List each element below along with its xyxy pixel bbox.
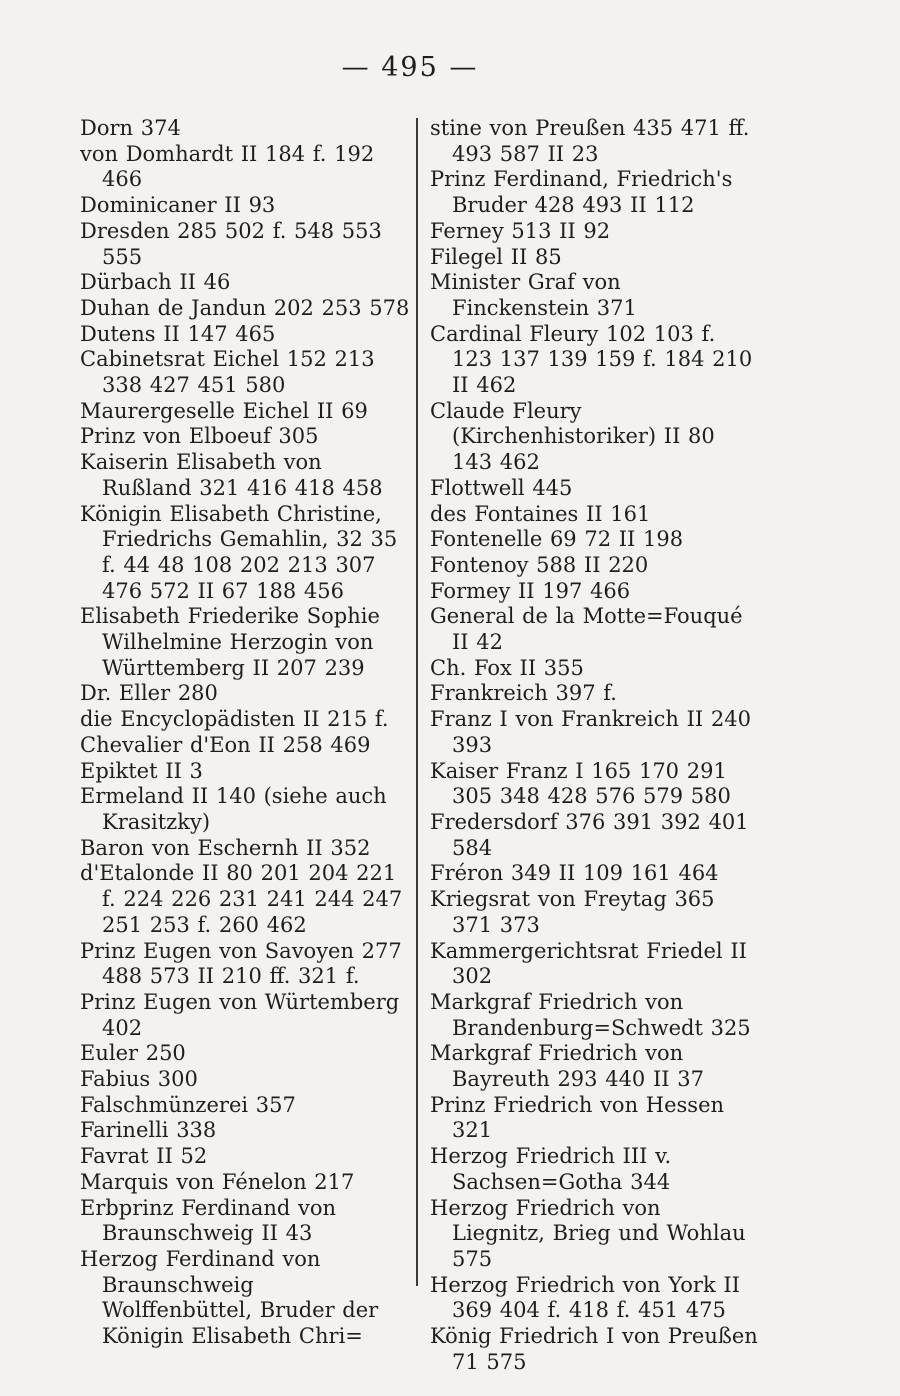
index-entry: Herzog Ferdinand von Braunschweig Wolffenbüttel, Bruder der Königin Elisabeth Chri= — [80, 1246, 379, 1349]
index-entry: Herzog Friedrich von Liegnitz, Brieg und Wohlau 575 — [430, 1195, 746, 1271]
index-entry: Chevalier d'Eon II 258 469 — [80, 732, 371, 757]
index-entry: General de la Motte=Fouqué II 42 — [430, 604, 743, 655]
index-entry: Herzog Friedrich von York II 369 404 f. 418 f. 451 475 — [430, 1272, 740, 1323]
index-entry: Epiktet II 3 — [80, 758, 203, 783]
index-entry: Maurergeselle Eichel II 69 — [80, 398, 368, 423]
index-entry: Ferney 513 II 92 — [430, 218, 611, 243]
index-entry: Marquis von Fénelon 217 — [80, 1169, 355, 1194]
index-entry: Minister Graf von Finckenstein 371 — [430, 270, 637, 320]
index-entry: Euler 250 — [80, 1041, 186, 1066]
index-entry: Markgraf Friedrich von Brandenburg=Schwedt 325 — [430, 989, 751, 1040]
index-entry: Dominicaner II 93 — [80, 193, 276, 218]
index-entry: Claude Fleury (Kirchenhistoriker) II 80 143 462 — [430, 398, 715, 475]
index-entry: Dresden 285 502 f. 548 553 555 — [80, 218, 382, 269]
index-entry: Cabinetsrat Eichel 152 213 338 427 451 580 — [80, 347, 375, 398]
index-entry: Fabius 300 — [80, 1067, 198, 1092]
index-entry: Cardinal Fleury 102 103 f. 123 137 139 159 f. 184 210 II 462 — [430, 321, 753, 398]
index-entry: Duhan de Jandun 202 253 578 — [80, 295, 410, 320]
index-entry: Favrat II 52 — [80, 1144, 208, 1169]
index-entry: Kammergerichtsrat Friedel II 302 — [430, 938, 747, 989]
index-entry: die Encyclopädisten II 215 f. — [80, 707, 389, 732]
index-entry: Markgraf Friedrich von Bayreuth 293 440 II 37 — [430, 1041, 704, 1092]
index-entry: stine von Preußen 435 471 ff. 493 587 II 23 — [430, 116, 750, 166]
index-entry: Kaiser Franz I 165 170 291 305 348 428 576 579 580 — [430, 758, 731, 809]
index-entry: Erbprinz Ferdinand von Braunschweig II 43 — [80, 1195, 337, 1246]
index-entry: Kriegsrat von Freytag 365 371 373 — [430, 887, 715, 937]
index-entry: d'Etalonde II 80 201 204 221 f. 224 226 231 241 244 247 251 253 f. 260 462 — [80, 861, 403, 937]
index-entry: Farinelli 338 — [80, 1118, 217, 1143]
page-number: — 495 — — [341, 52, 479, 83]
index-entry: Dutens II 147 465 — [80, 321, 276, 346]
column-divider — [416, 118, 418, 1286]
index-entry: Baron von Eschernh II 352 — [80, 835, 371, 860]
index-entry: Herzog Friedrich III v. Sachsen=Gotha 344 — [430, 1144, 672, 1194]
index-entry: Kaiserin Elisabeth von Rußland 321 416 418 458 — [80, 450, 383, 500]
index-entry: Elisabeth Friederike Sophie Wilhelmine Herzogin von Württemberg II 207 239 — [80, 604, 380, 680]
index-entry: Dr. Eller 280 — [80, 681, 218, 706]
index-entry: Frankreich 397 f. — [430, 681, 617, 706]
index-entry: Prinz Eugen von Würtemberg 402 — [80, 989, 400, 1040]
index-entry: Fredersdorf 376 391 392 401 584 — [430, 809, 749, 860]
index-entry: Prinz Ferdinand, Friedrich's Bruder 428 493 II 112 — [430, 167, 733, 218]
index-entry: Königin Elisabeth Christine, Friedrichs Gemahlin, 32 35 f. 44 48 108 202 213 307 476 572 II 67 188 456 — [80, 501, 398, 603]
index-entry: König Friedrich I von Preußen 71 575 — [430, 1324, 758, 1374]
index-entry: Ermeland II 140 (siehe auch Krasitzky) — [80, 784, 387, 834]
index-entry: Dorn 374 — [80, 116, 181, 140]
index-entry: Franz I von Frankreich II 240 393 — [430, 707, 751, 757]
index-entry: Flottwell 445 — [430, 475, 573, 500]
index-entry: Ch. Fox II 355 — [430, 655, 584, 680]
index-entry: Dürbach II 46 — [80, 270, 231, 295]
index-entry: von Domhardt II 184 f. 192 466 — [80, 141, 375, 192]
index-entry: Fontenelle 69 72 II 198 — [430, 527, 684, 552]
index-entry: des Fontaines II 161 — [430, 501, 651, 526]
right-index-column — [430, 116, 760, 1375]
index-entry: Prinz von Elboeuf 305 — [80, 424, 319, 449]
index-entry: Formey II 197 466 — [430, 578, 631, 603]
index-entry: Filegel II 85 — [430, 244, 562, 269]
index-entry: Fontenoy 588 II 220 — [430, 552, 649, 577]
index-entry: Prinz Eugen von Savoyen 277 488 573 II 210 ff. 321 f. — [80, 938, 402, 989]
index-entry: Fréron 349 II 109 161 464 — [430, 861, 719, 886]
index-entry: Prinz Friedrich von Hessen 321 — [430, 1092, 725, 1143]
left-index-column — [80, 116, 410, 1350]
index-entry: Falschmünzerei 357 — [80, 1092, 296, 1117]
